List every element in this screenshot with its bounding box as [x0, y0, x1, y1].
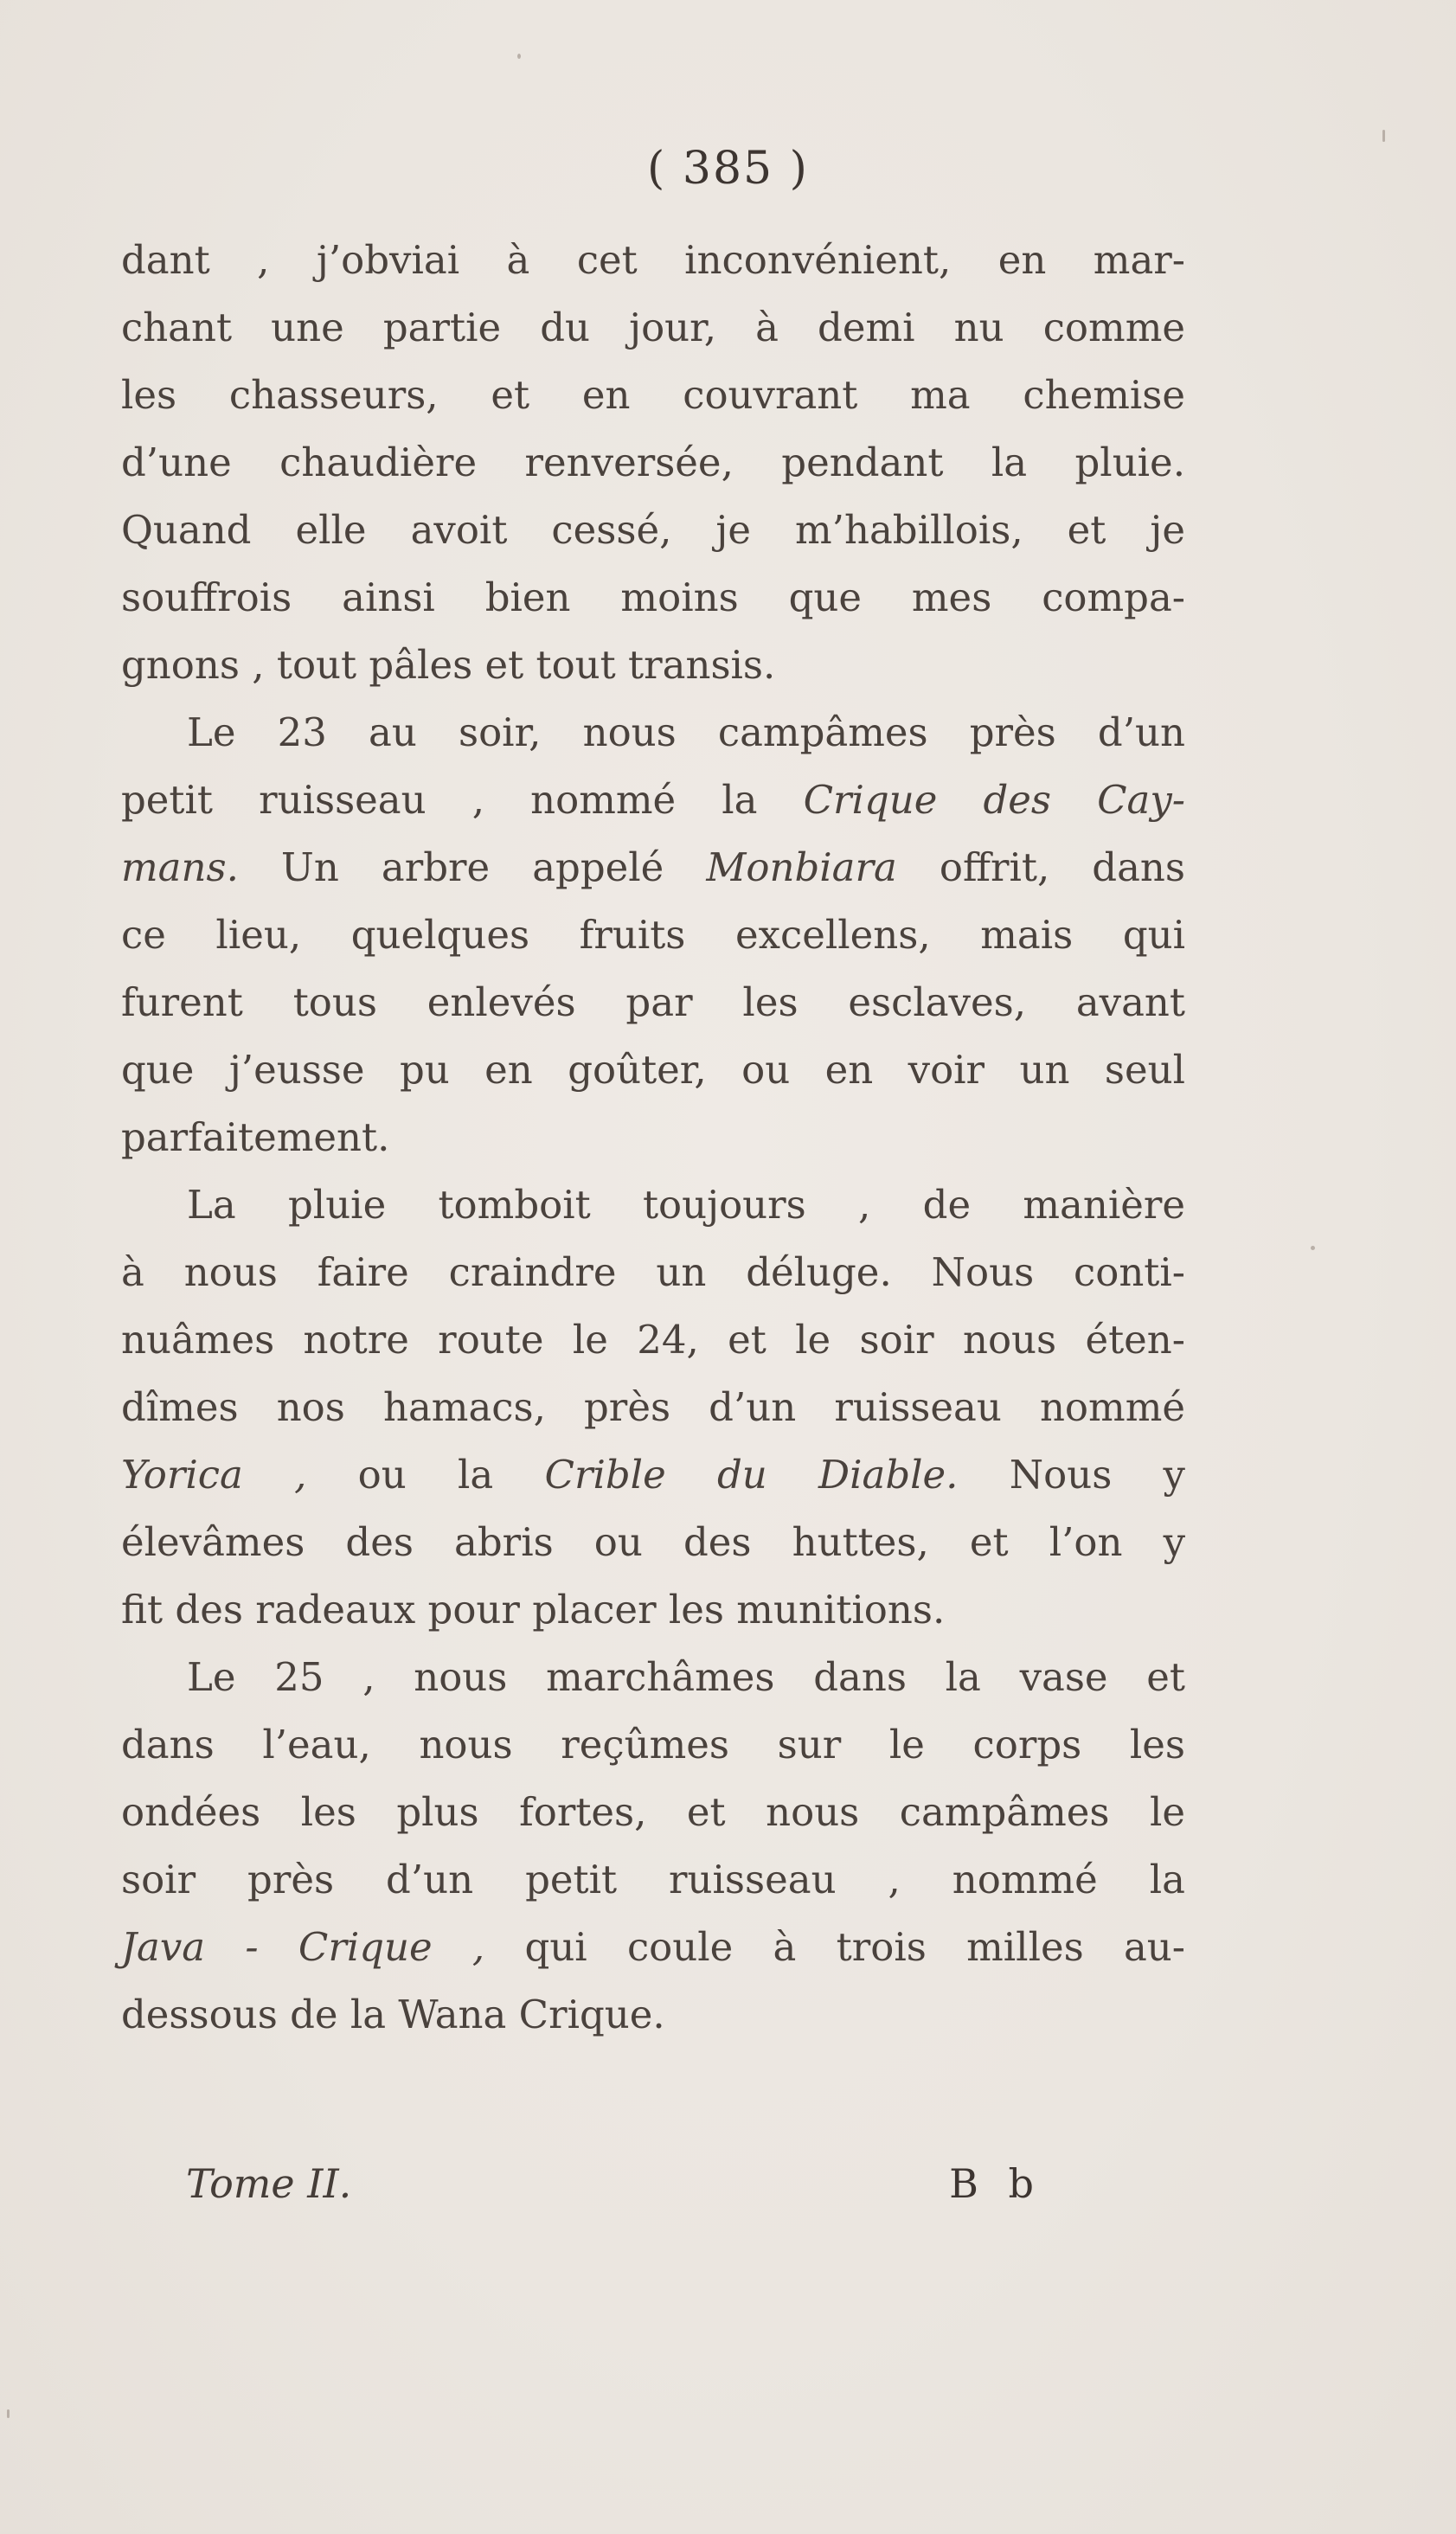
text-line [121, 834, 1185, 901]
text-line: fit des radeaux pour placer les munitions. [121, 1587, 946, 1633]
page-footer [186, 2160, 1042, 2229]
text-line: Le 23 au soir, nous campâmes près d’un [187, 709, 1185, 755]
text-line: parfaitement. [121, 1114, 390, 1160]
gathering-signature: B b [949, 2160, 1042, 2207]
text-line: dessous de la Wana Crique. [121, 1992, 665, 2037]
place-name-italic: Crique des Cay- [803, 777, 1185, 823]
text-line: les chasseurs, et en couvrant ma chemise [121, 372, 1185, 418]
paper-speck [7, 2409, 10, 2418]
page-number: ( 385 ) [647, 143, 809, 195]
text-run: Nous y [958, 1452, 1185, 1498]
text-line: souffrois ainsi bien moins que mes compa- [121, 574, 1185, 620]
text-line: d’une chaudière renversée, pendant la pluie. [121, 439, 1185, 485]
text-line: ondées les plus fortes, et nous campâmes le [121, 1789, 1185, 1835]
text-line [121, 767, 1185, 834]
place-name-italic: Yorica , [121, 1452, 307, 1498]
text-line: soir près d’un petit ruisseau , nommé la [121, 1857, 1185, 1902]
place-name-italic: mans. [121, 844, 239, 890]
text-run: Un arbre appelé [238, 844, 707, 890]
text-line: dans l’eau, nous reçûmes sur le corps les [121, 1722, 1185, 1767]
text-line: La pluie tomboit toujours , de manière [187, 1182, 1185, 1228]
text-line: chant une partie du jour, à demi nu comme [121, 305, 1185, 350]
text-line: furent tous enlevés par les esclaves, avant [121, 979, 1185, 1025]
text-line: élevâmes des abris ou des huttes, et l’on y [121, 1519, 1185, 1565]
text-line: que j’eusse pu en goûter, ou en voir un seul [121, 1047, 1185, 1093]
paper-speck [517, 54, 521, 59]
text-line: dîmes nos hamacs, près d’un ruisseau nommé [121, 1384, 1185, 1430]
text-line: gnons , tout pâles et tout transis. [121, 642, 776, 688]
paper-speck [1311, 1246, 1315, 1250]
place-name-italic: Java - Crique , [121, 1924, 485, 1970]
text-line: Quand elle avoit cessé, je m’habillois, et je [121, 507, 1185, 553]
text-line: ce lieu, quelques fruits excellens, mais qui [121, 912, 1185, 958]
text-line [121, 1914, 1185, 1981]
text-line: Le 25 , nous marchâmes dans la vase et [187, 1654, 1185, 1700]
text-run: offrit, dans [896, 844, 1185, 890]
text-run: petit ruisseau , nommé la [121, 777, 804, 823]
text-line: à nous faire craindre un déluge. Nous conti- [121, 1249, 1185, 1295]
text-line: dant , j’obviai à cet inconvénient, en mar- [121, 237, 1185, 283]
text-line: nuâmes notre route le 24, et le soir nous éten- [121, 1317, 1185, 1363]
body-text [121, 227, 1185, 2049]
volume-signature: Tome II. [186, 2160, 352, 2207]
text-run: qui coule à trois milles au- [484, 1924, 1185, 1970]
place-name-italic: Crible du Diable. [544, 1452, 959, 1498]
tree-name-italic: Monbiara [706, 844, 897, 890]
text-line [121, 1441, 1185, 1509]
text-run: ou la [306, 1452, 545, 1498]
paper-speck [1382, 130, 1385, 142]
